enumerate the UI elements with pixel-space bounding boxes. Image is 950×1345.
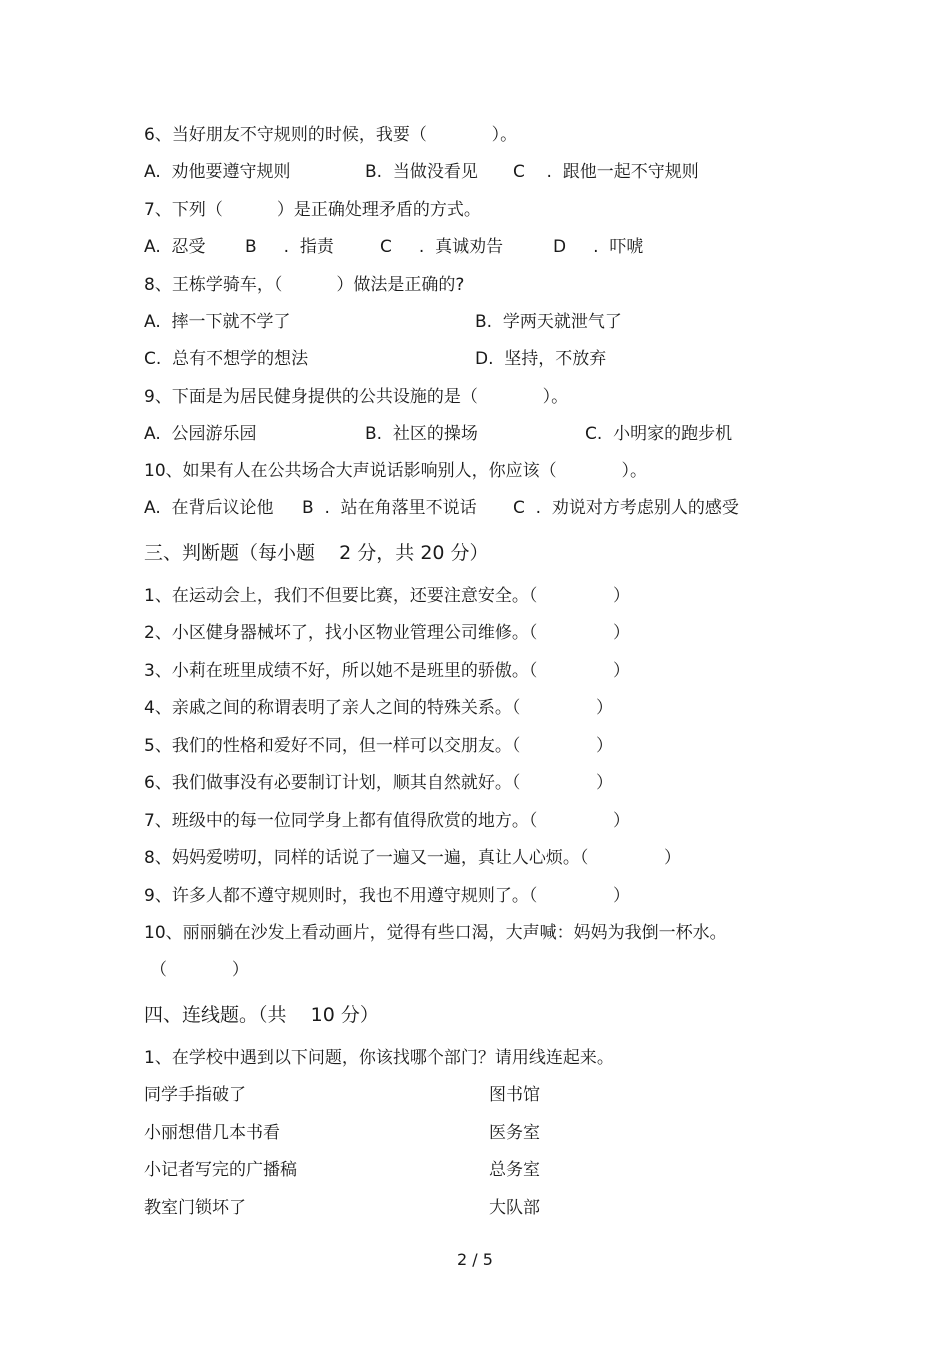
judge-item: 2、小区健身器械坏了，找小区物业管理公司维修。（ ） bbox=[144, 623, 630, 643]
q7-stem: 7、下列（ ）是正确处理矛盾的方式。 bbox=[144, 200, 481, 220]
matching-left-item: 小记者写完的广播稿 bbox=[144, 1160, 297, 1180]
matching-right-item: 大队部 bbox=[489, 1198, 540, 1218]
matching-left-item: 同学手指破了 bbox=[144, 1085, 246, 1105]
judge-item: 5、我们的性格和爱好不同，但一样可以交朋友。（ ） bbox=[144, 736, 613, 756]
page-number: 2 / 5 bbox=[457, 1250, 493, 1269]
q6-option-c: C . 跟他一起不守规则 bbox=[513, 162, 699, 182]
q8-stem: 8、王栋学骑车，（ ）做法是正确的? bbox=[144, 275, 465, 295]
q6-option-a: A. 劝他要遵守规则 bbox=[144, 162, 291, 182]
q10-stem: 10、如果有人在公共场合大声说话影响别人，你应该（ ）。 bbox=[144, 461, 647, 481]
q10-option-c: C . 劝说对方考虑别人的感受 bbox=[513, 498, 739, 518]
judge-item: 3、小莉在班里成绩不好，所以她不是班里的骄傲。（ ） bbox=[144, 661, 630, 681]
q9-option-c: C. 小明家的跑步机 bbox=[585, 424, 733, 444]
matching-left-item: 小丽想借几本书看 bbox=[144, 1123, 280, 1143]
q8-option-a: A. 摔一下就不学了 bbox=[144, 312, 291, 332]
q7-option-d: D . 吓唬 bbox=[553, 237, 644, 257]
q8-option-d: D. 坚持，不放弃 bbox=[475, 349, 607, 369]
q6-stem: 6、当好朋友不守规则的时候，我要（ ）。 bbox=[144, 125, 518, 145]
q6-option-b: B. 当做没看见 bbox=[365, 162, 478, 182]
matching-right-item: 总务室 bbox=[489, 1160, 540, 1180]
section-4-title: 四、连线题。（共 10 分） bbox=[144, 1004, 379, 1026]
q9-option-b: B. 社区的操场 bbox=[365, 424, 478, 444]
q10-option-b: B . 站在角落里不说话 bbox=[302, 498, 477, 518]
judge-item: 4、亲戚之间的称谓表明了亲人之间的特殊关系。（ ） bbox=[144, 698, 613, 718]
matching-right-item: 图书馆 bbox=[489, 1085, 540, 1105]
section-3-title: 三、判断题（每小题 2 分，共 20 分） bbox=[144, 542, 489, 564]
q9-stem: 9、下面是为居民健身提供的公共设施的是（ ）。 bbox=[144, 387, 569, 407]
matching-left-item: 教室门锁坏了 bbox=[144, 1198, 246, 1218]
q7-option-c: C . 真诚劝告 bbox=[380, 237, 504, 257]
judge-item-10-answer-paren: （ ） bbox=[150, 960, 249, 980]
q8-option-c: C. 总有不想学的想法 bbox=[144, 349, 309, 369]
matching-question: 1、在学校中遇到以下问题，你该找哪个部门？请用线连起来。 bbox=[144, 1048, 614, 1068]
q7-option-a: A. 忍受 bbox=[144, 237, 206, 257]
judge-item: 10、丽丽躺在沙发上看动画片，觉得有些口渴，大声喊：妈妈为我倒一杯水。 bbox=[144, 923, 727, 943]
q9-option-a: A. 公园游乐园 bbox=[144, 424, 257, 444]
judge-item: 9、许多人都不遵守规则时，我也不用遵守规则了。（ ） bbox=[144, 886, 630, 906]
q10-option-a: A. 在背后议论他 bbox=[144, 498, 274, 518]
judge-item: 6、我们做事没有必要制订计划，顺其自然就好。（ ） bbox=[144, 773, 613, 793]
judge-item: 7、班级中的每一位同学身上都有值得欣赏的地方。（ ） bbox=[144, 811, 630, 831]
matching-right-item: 医务室 bbox=[489, 1123, 540, 1143]
judge-item: 1、在运动会上，我们不但要比赛，还要注意安全。（ ） bbox=[144, 586, 630, 606]
q7-option-b: B . 指责 bbox=[245, 237, 334, 257]
q8-option-b: B. 学两天就泄气了 bbox=[475, 312, 622, 332]
judge-item: 8、妈妈爱唠叨，同样的话说了一遍又一遍，真让人心烦。（ ） bbox=[144, 848, 681, 868]
